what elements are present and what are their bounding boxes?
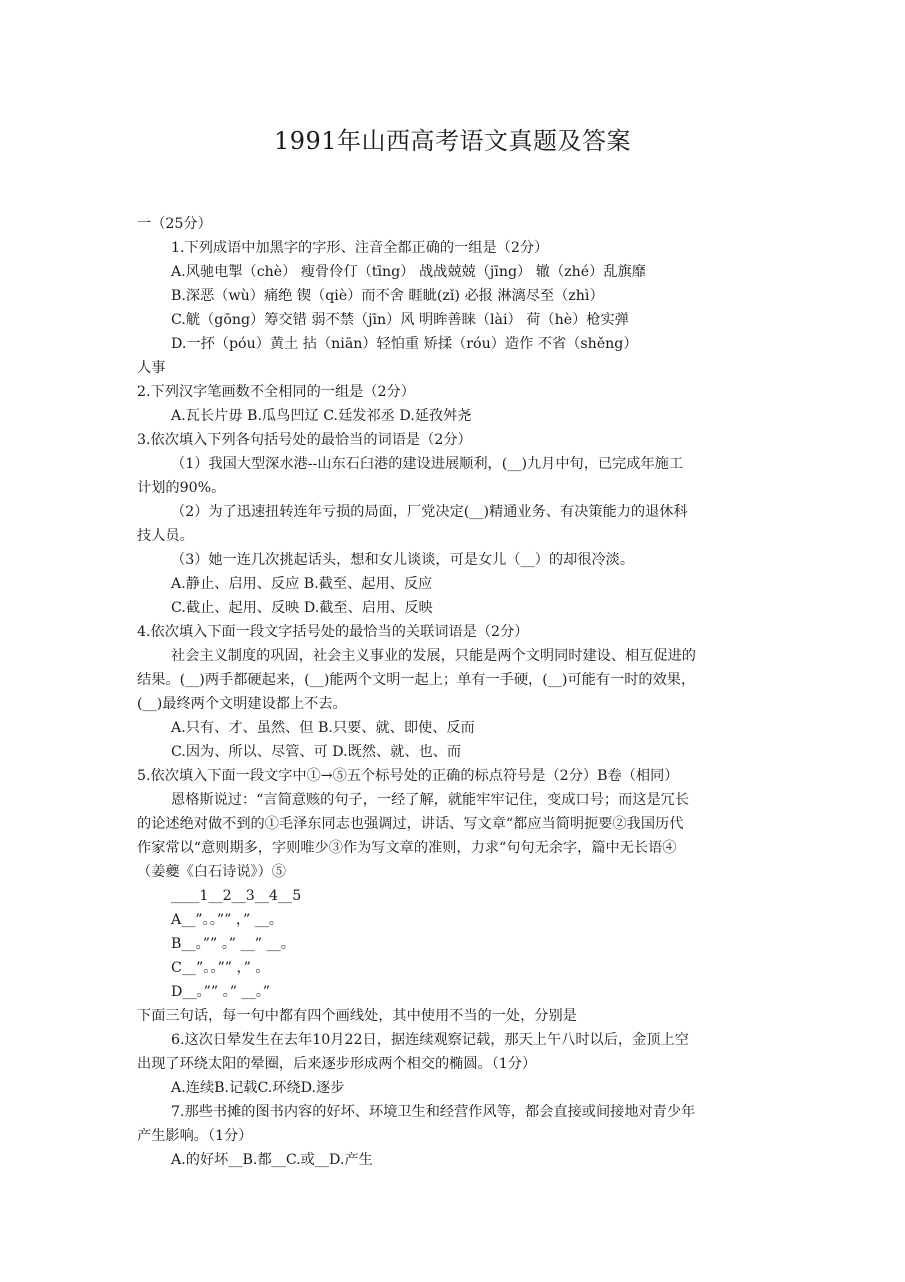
text-line: （2）为了迅速扭转连年亏损的局面，厂党决定(__)精通业务、有决策能力的退休科 (171, 504, 688, 520)
text-line: 社会主义制度的巩固，社会主义事业的发展，只能是两个文明同时建设、相互促进的 (171, 648, 696, 664)
text-line: B.深恶（wù）痛绝 锲（qiè）而不舍 睚眦(zǐ) 必报 淋漓尽至（zhì） (171, 288, 604, 304)
text-line: 3.依次填入下列各句括号处的最恰当的词语是（2分） (137, 432, 472, 448)
text-line: A__”。。”” ，” __。 (171, 912, 284, 928)
text-line: A.的好坏__B.都__C.或__D.产生 (171, 1152, 373, 1168)
text-line: 6.这次日晕发生在去年10月22日，据连续观察记载，那天上午八时以后，金顶上空 (171, 1032, 689, 1048)
text-line: 下面三句话，每一句中都有四个画线处，其中使用不当的一处，分别是 (137, 1008, 577, 1024)
text-line: （1）我国大型深水港--山东石臼港的建设进展顺利，(__)九月中旬，已完成年施工 (171, 456, 684, 472)
text-line: D__。”” 。” __。” (171, 984, 271, 1000)
text-line: 一（25分） (137, 216, 212, 232)
document-body (137, 212, 769, 1172)
text-line: C.因为、所以、尽管、可 D.既然、就、也、而 (171, 744, 462, 760)
text-line: A.连续B.记载C.环绕D.逐步 (171, 1080, 345, 1096)
text-line: （姜夔《白石诗说》）⑤ (137, 864, 286, 880)
text-line: A.风驰电掣（chè） 瘦骨伶仃（tīng） 战战兢兢（jīng） 辙（zhé）乱旗靡 (171, 264, 646, 280)
text-line: ____1__2__3__4__5 (171, 888, 302, 904)
text-line: 出现了环绕太阳的晕圈，后来逐步形成两个相交的椭圆。（1分） (137, 1056, 537, 1072)
text-line: 7.那些书摊的图书内容的好坏、环境卫生和经营作风等，都会直接或间接地对青少年 (171, 1104, 696, 1120)
text-line: C__”。。”” ，” 。 (171, 960, 270, 976)
text-line: B__。”” 。” __” __。 (171, 936, 295, 952)
text-line: （3）她一连几次挑起话头，想和女儿谈谈，可是女儿（__）的却很冷淡。 (171, 552, 635, 568)
text-line: 作家常以“意则期多，字则唯少③作为写文章的准则，力求“句句无余字，篇中无长语④ (137, 840, 677, 856)
text-line: 4.依次填入下面一段文字括号处的最恰当的关联词语是（2分） (137, 624, 529, 640)
text-line: C.觥（gōng）筹交错 弱不禁（jīn）风 明眸善睐（lài） 荷（hè）枪实弹 (171, 312, 629, 328)
text-line: 的论述绝对做不到的①毛泽东同志也强调过，讲话、写文章“都应当简明扼要②我国历代 (137, 816, 684, 832)
text-line: 5.依次填入下面一段文字中①→⑤五个标号处的正确的标点符号是（2分）B卷（相同） (137, 768, 679, 784)
text-line: 结果。(__)两手都硬起来，(__)能两个文明一起上；单有一手硬，(__)可能有一时的效果， (137, 672, 696, 688)
text-line: 1.下列成语中加黑字的字形、注音全都正确的一组是（2分） (171, 240, 549, 256)
page-title: 1991年山西高考语文真题及答案 (273, 127, 632, 155)
text-line: C.截止、起用、反映 D.截至、启用、反映 (171, 600, 433, 616)
text-line: 计划的90%。 (137, 480, 226, 496)
text-line: A.瓦长片毋 B.瓜鸟凹辽 C.廷发祁丞 D.延孜舛尧 (171, 408, 472, 424)
text-line: 2.下列汉字笔画数不全相同的一组是（2分） (137, 384, 415, 400)
text-line: 人事 (137, 360, 166, 376)
text-line: 技人员。 (137, 528, 194, 544)
text-line: 产生影响。（1分） (137, 1128, 253, 1144)
text-line: A.只有、才、虽然、但 B.只要、就、即使、反而 (171, 720, 475, 736)
text-line: D.一抔（póu）黄土 拈（niān）轻怕重 矫揉（róu）造作 不省（shěng） (171, 336, 638, 352)
text-line: (__)最终两个文明建设都上不去。 (137, 696, 347, 712)
text-line: A.静止、启用、反应 B.截至、起用、反应 (171, 576, 433, 592)
text-line: 恩格斯说过：“言简意赅的句子，一经了解，就能牢牢记住，变成口号；而这是冗长 (171, 792, 690, 808)
